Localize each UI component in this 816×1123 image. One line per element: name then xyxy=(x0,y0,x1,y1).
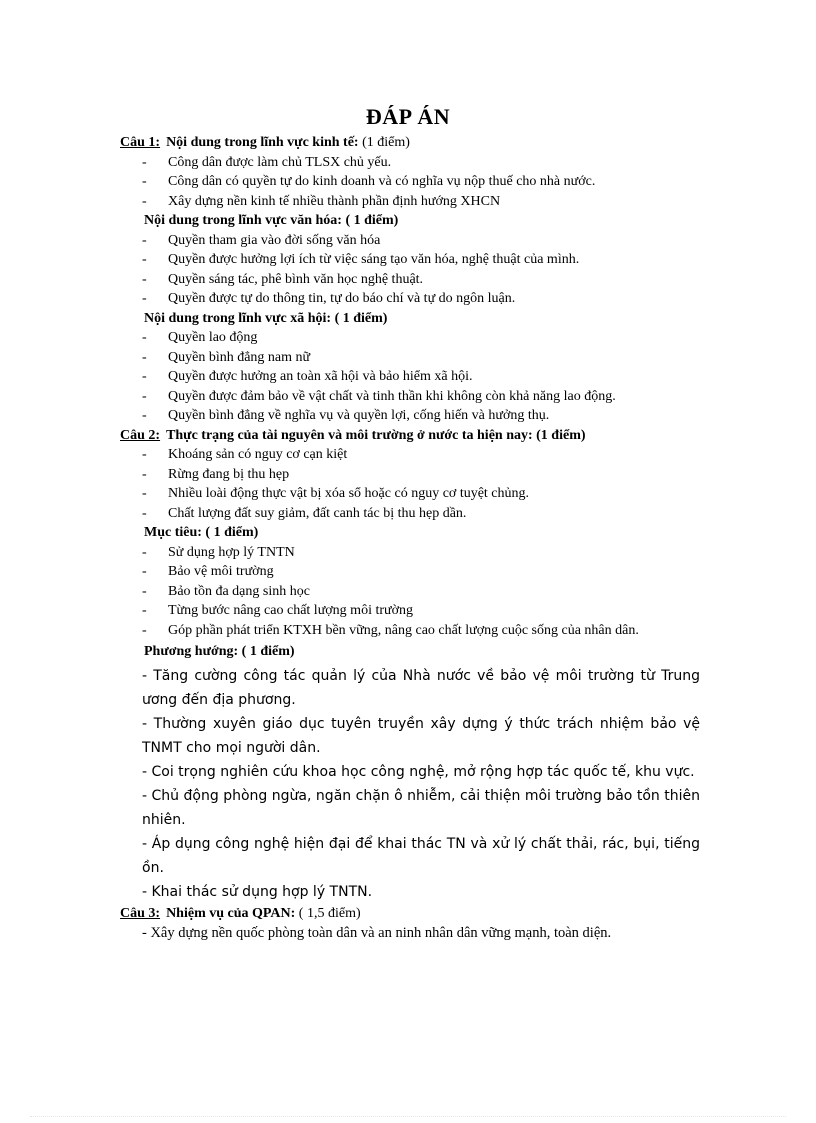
paragraph: - Thường xuyên giáo dục tuyên truyền xây dựng ý thức trách nhiệm bảo vệ TNMT cho mọi người dân. xyxy=(142,715,700,756)
list-item: - Công dân được làm chủ TLSX chủ yếu. xyxy=(142,154,392,170)
list-item: - Chất lượng đất suy giảm, đất canh tác bị thu hẹp dần. xyxy=(142,505,467,521)
question-1-heading xyxy=(120,133,700,153)
question-heading-text: Nhiệm vụ của QPAN: xyxy=(166,905,296,921)
list-item: - Quyền được tự do thông tin, tự do báo chí và tự do ngôn luận. xyxy=(142,291,516,306)
paragraph: - Tăng cường công tác quản lý của Nhà nước về bảo vệ môi trường từ Trung ương đến địa phương. xyxy=(142,667,700,708)
document-body xyxy=(120,133,700,943)
direction-list xyxy=(120,664,700,904)
list-item: - Khoáng sản có nguy cơ cạn kiệt xyxy=(142,447,348,462)
list-item: - Quyền bình đẳng nam nữ xyxy=(142,349,311,365)
list-item: - Xây dựng nền kinh tế nhiều thành phần định hướng XHCN xyxy=(142,193,501,209)
paragraph: - Chủ động phòng ngừa, ngăn chặn ô nhiễm, cải thiện môi trường bảo tồn thiên nhiên. xyxy=(142,787,700,828)
question-heading-text: Thực trạng của tài nguyên và môi trường ở nước ta hiện nay: (1 điểm) xyxy=(166,427,586,443)
list-item: - Góp phần phát triển KTXH bền vững, nâng cao chất lượng cuộc sống của nhân dân. xyxy=(142,622,639,638)
list-item: - Sử dụng hợp lý TNTN xyxy=(142,544,295,560)
paragraph: - Coi trọng nghiên cứu khoa học công nghệ, mở rộng hợp tác quốc tế, khu vực. xyxy=(142,763,695,780)
list-item: - Quyền được hưởng an toàn xã hội và bảo hiểm xã hội. xyxy=(142,369,473,384)
list-item: - Quyền sáng tác, phê bình văn học nghệ thuật. xyxy=(142,271,424,287)
question-number: Câu 2: xyxy=(120,427,161,443)
points-label: (1 điểm) xyxy=(362,135,410,150)
status-list xyxy=(120,445,700,523)
list-item: - Từng bước nâng cao chất lượng môi trường xyxy=(142,603,414,618)
question-number: Câu 1: xyxy=(120,135,161,150)
direction-heading: Phương hướng: ( 1 điểm) xyxy=(144,644,295,659)
page-bottom-border xyxy=(30,1116,786,1117)
list-item: - Quyền bình đẳng về nghĩa vụ và quyền lợi, cống hiến và hưởng thụ. xyxy=(142,408,550,423)
paragraph: - Khai thác sử dụng hợp lý TNTN. xyxy=(142,883,373,900)
list-item: - Quyền được hưởng lợi ích từ việc sáng tạo văn hóa, nghệ thuật của mình. xyxy=(142,252,580,267)
document-title: ĐÁP ÁN xyxy=(365,104,451,129)
social-heading: Nội dung trong lĩnh vực xã hội: ( 1 điểm) xyxy=(144,310,388,326)
list-item: - Công dân có quyền tự do kinh doanh và có nghĩa vụ nộp thuế cho nhà nước. xyxy=(142,174,596,189)
list-item: - Bảo vệ môi trường xyxy=(142,564,274,579)
list-item: - Quyền lao động xyxy=(142,330,258,345)
paragraph: - Áp dụng công nghệ hiện đại để khai thác TN và xử lý chất thải, rác, bụi, tiếng ồn. xyxy=(142,835,700,876)
list-item: - Quyền tham gia vào đời sống văn hóa xyxy=(142,232,381,248)
question-heading-text: Nội dung trong lĩnh vực kinh tế: xyxy=(166,135,359,150)
question-3-heading xyxy=(120,904,700,924)
list-item: - Bảo tồn đa dạng sinh học xyxy=(142,583,310,599)
list-item: - Nhiều loài động thực vật bị xóa sổ hoặc có nguy cơ tuyệt chủng. xyxy=(142,486,530,501)
question-number: Câu 3: xyxy=(120,905,161,921)
economy-list xyxy=(120,153,700,212)
culture-heading: Nội dung trong lĩnh vực văn hóa: ( 1 điểm) xyxy=(144,213,399,228)
social-list xyxy=(120,328,700,426)
points-label: ( 1,5 điểm) xyxy=(298,905,361,921)
culture-list xyxy=(120,231,700,309)
goals-heading: Mục tiêu: ( 1 điểm) xyxy=(144,525,259,540)
goals-list xyxy=(120,543,700,641)
list-item: - Quyền được đảm bảo về vật chất và tinh thần khi không còn khả năng lao động. xyxy=(142,388,616,404)
question-2-heading xyxy=(120,426,700,446)
list-item: - Rừng đang bị thu hẹp xyxy=(142,466,290,482)
paragraph: - Xây dựng nền quốc phòng toàn dân và an ninh nhân dân vững mạnh, toàn diện. xyxy=(142,925,612,941)
